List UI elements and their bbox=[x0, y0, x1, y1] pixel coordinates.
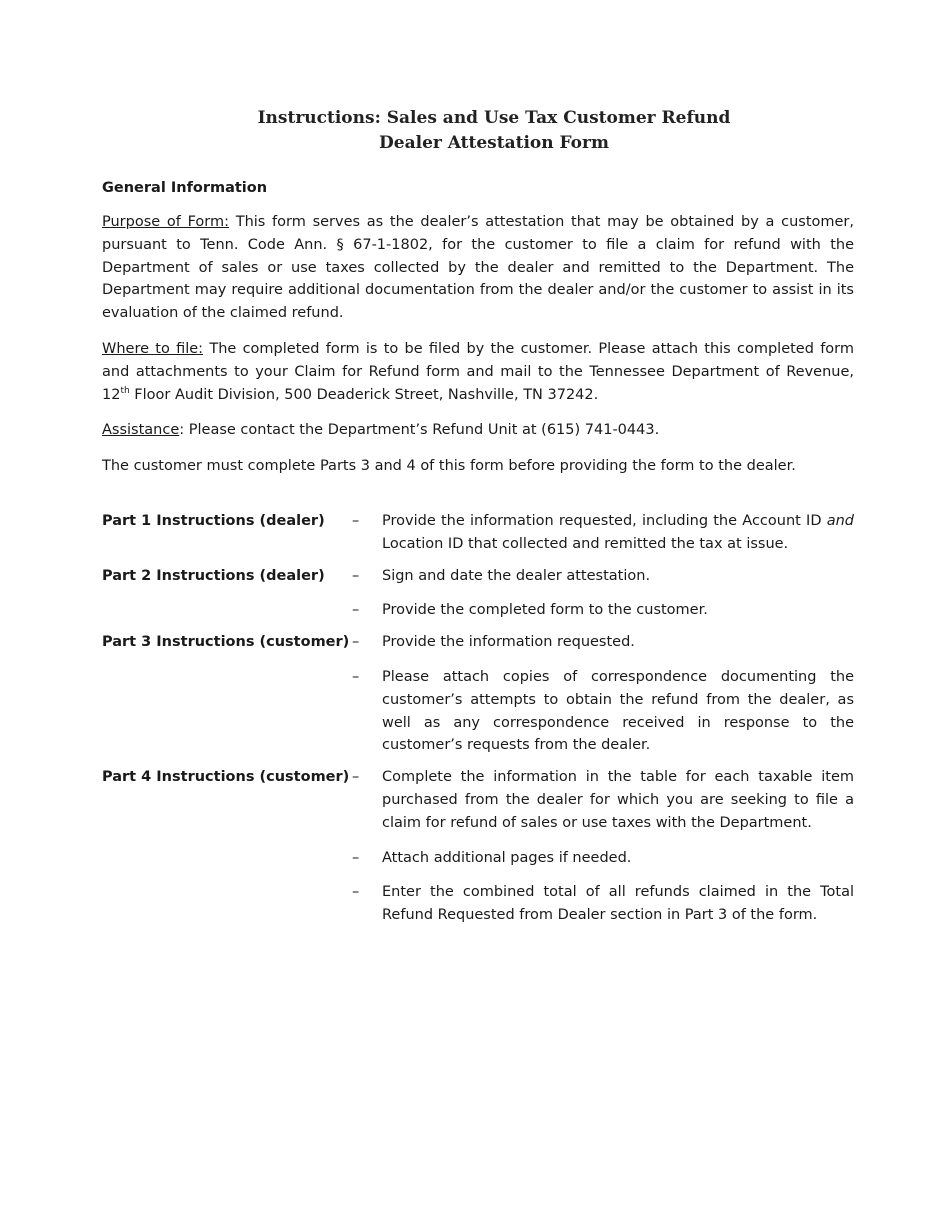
dash-bullet: – bbox=[352, 668, 360, 685]
part-1-item-1-emphasis: and bbox=[826, 512, 854, 529]
assistance-text: : Please contact the Department’s Refund Unit at (615) 741-0443. bbox=[179, 422, 660, 439]
part-2-item-1: Sign and date the dealer attestation. bbox=[382, 567, 651, 584]
dash-bullet: – bbox=[352, 849, 360, 866]
list-item bbox=[352, 631, 854, 654]
list-item bbox=[352, 766, 854, 834]
dash-bullet: – bbox=[352, 884, 360, 901]
list-item bbox=[352, 847, 854, 870]
title-line-1 bbox=[134, 106, 854, 131]
where-to-file-paragraph bbox=[102, 338, 854, 406]
dash-bullet: – bbox=[352, 602, 360, 619]
instructions-page bbox=[102, 106, 854, 936]
part-1-instructions bbox=[102, 510, 854, 556]
where-to-file-label: Where to file: bbox=[102, 340, 204, 357]
dash-bullet: – bbox=[352, 512, 360, 529]
part-4-instructions bbox=[102, 766, 854, 927]
general-information-heading: General Information bbox=[102, 180, 268, 196]
list-item bbox=[352, 565, 854, 588]
title-line-2: Dealer Attestation Form bbox=[379, 133, 609, 153]
dash-bullet: – bbox=[352, 634, 360, 651]
part-instructions-list bbox=[102, 510, 854, 927]
page-title bbox=[134, 106, 854, 156]
purpose-text: This form serves as the dealer’s attestation that may be obtained by a customer, pursuant to Tenn. Code Ann. § 67-1-1802, for the customer to file a claim for refund with the Department of sales or use taxes collected by the dealer and remitted to the Department. The Department may require additional documentation from the dealer and/or the customer to assist in its evaluation of the claimed refund. bbox=[102, 214, 854, 322]
purpose-paragraph bbox=[102, 211, 854, 325]
part-2-items bbox=[352, 565, 854, 623]
part-2-label: Part 2 Instructions (dealer) bbox=[102, 567, 325, 584]
title-line-1-rest: : Sales and Use Tax Customer Refund bbox=[374, 108, 731, 128]
part-1-item-1 bbox=[382, 510, 854, 556]
part-3-item-1: Provide the information requested. bbox=[382, 634, 635, 651]
title-instructions-word: Instructions bbox=[257, 108, 375, 128]
part-2-instructions bbox=[102, 565, 854, 623]
part-4-item-3: Enter the combined total of all refunds claimed in the Total Refund Requested from Dealer section in Part 3 of the form. bbox=[382, 884, 854, 924]
part-3-item-2: Please attach copies of correspondence documenting the customer’s attempts to obtain the refund from the dealer, as well as any correspondence received in response to the customer’s requests from the dealer. bbox=[382, 668, 854, 754]
purpose-label: Purpose of Form: bbox=[102, 214, 229, 230]
assistance-paragraph bbox=[102, 419, 854, 442]
part-1-items bbox=[352, 510, 854, 556]
part-1-item-1-before: Provide the information requested, including the Account ID bbox=[382, 512, 827, 529]
part-4-items bbox=[352, 766, 854, 927]
dash-bullet: – bbox=[352, 769, 360, 786]
customer-note-paragraph: The customer must complete Parts 3 and 4 of this form before providing the form to the dealer. bbox=[102, 458, 796, 475]
part-1-item-1-after: Location ID that collected and remitted the tax at issue. bbox=[382, 535, 789, 552]
part-2-item-2: Provide the completed form to the customer. bbox=[382, 602, 708, 619]
part-4-item-1: Complete the information in the table for each taxable item purchased from the dealer for which you are seeking to file a claim for refund of sales or use taxes with the Department. bbox=[382, 769, 854, 831]
part-3-label: Part 3 Instructions (customer) bbox=[102, 634, 350, 651]
where-to-file-text-after: Floor Audit Division, 500 Deaderick Street, Nashville, TN 37242. bbox=[129, 386, 599, 403]
list-item bbox=[352, 881, 854, 927]
part-4-item-2: Attach additional pages if needed. bbox=[382, 849, 632, 866]
part-3-items bbox=[352, 631, 854, 757]
part-3-instructions bbox=[102, 631, 854, 757]
part-4-label: Part 4 Instructions (customer) bbox=[102, 769, 350, 786]
where-to-file-ordinal: th bbox=[120, 385, 130, 396]
list-item bbox=[352, 666, 854, 757]
assistance-label: Assistance bbox=[102, 422, 180, 439]
part-1-label: Part 1 Instructions (dealer) bbox=[102, 512, 325, 529]
dash-bullet: – bbox=[352, 567, 360, 584]
where-to-file-text-before: The completed form is to be filed by the customer. Please attach this completed form and attachments to your Claim for Refund form and mail to the Tennessee Department of Revenue, 12 bbox=[102, 340, 854, 403]
list-item bbox=[352, 599, 854, 622]
list-item bbox=[352, 510, 854, 556]
